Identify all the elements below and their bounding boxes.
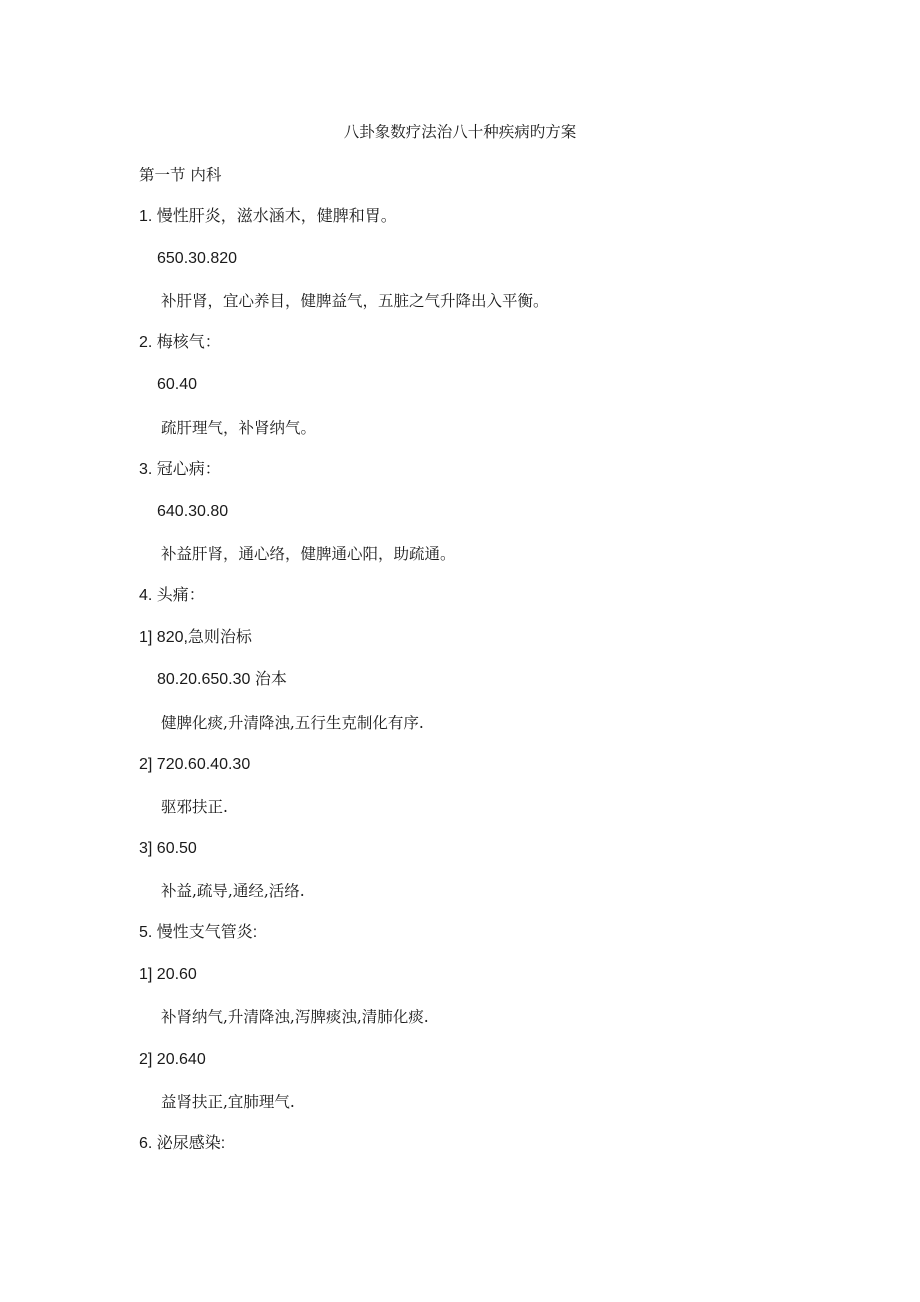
number-code: 60.40 bbox=[157, 376, 198, 393]
item-description: 健脾化痰,升清降浊,五行生克制化有序. bbox=[161, 714, 424, 732]
sub-item: 1] 20.60 bbox=[139, 966, 197, 983]
sub-item: 2] 20.640 bbox=[139, 1051, 206, 1068]
item-description: 疏肝理气，补肾纳气。 bbox=[161, 419, 317, 437]
item-description: 补肾纳气,升清降浊,泻脾痰浊,清肺化痰. bbox=[161, 1008, 429, 1026]
item-description: 益肾扶正,宜肺理气. bbox=[161, 1093, 295, 1111]
number-code: 640.30.80 bbox=[157, 503, 229, 520]
item-heading: 3. 冠心病： bbox=[139, 461, 221, 478]
item-heading: 2. 梅核气： bbox=[139, 334, 221, 351]
item-heading: 6. 泌尿感染: bbox=[139, 1135, 226, 1152]
item-description: 补益,疏导,通经,活络. bbox=[161, 882, 305, 900]
sub-item: 3] 60.50 bbox=[139, 840, 197, 857]
sub-item: 2] 720.60.40.30 bbox=[139, 756, 251, 773]
sub-item: 1] 820,急则治标 bbox=[139, 629, 252, 646]
item-heading: 1. 慢性肝炎，滋水涵木，健脾和胃。 bbox=[139, 208, 397, 225]
number-code: 80.20.650.30 治本 bbox=[157, 671, 287, 688]
section-heading: 第一节 内科 bbox=[139, 166, 222, 184]
item-heading: 5. 慢性支气管炎: bbox=[139, 924, 258, 941]
item-heading: 4. 头痛： bbox=[139, 587, 205, 604]
item-description: 补肝肾，宜心养目，健脾益气，五脏之气升降出入平衡。 bbox=[161, 292, 549, 310]
document-title: 八卦象数疗法治八十种疾病旳方案 bbox=[343, 123, 577, 141]
number-code: 650.30.820 bbox=[157, 250, 238, 267]
item-description: 驱邪扶正. bbox=[161, 798, 228, 816]
item-description: 补益肝肾，通心络，健脾通心阳，助疏通。 bbox=[161, 545, 456, 563]
